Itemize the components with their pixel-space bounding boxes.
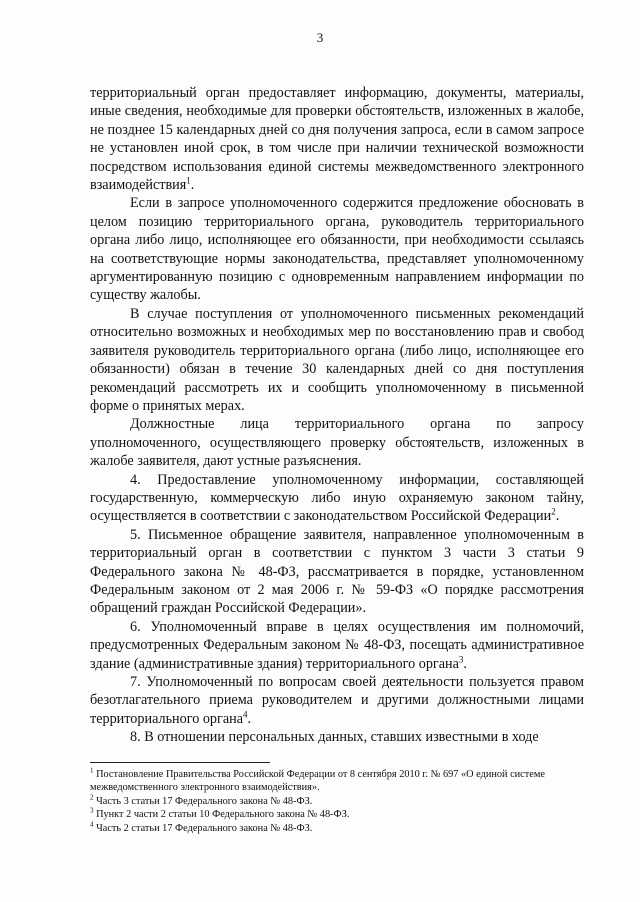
footnote-mark: 2 (90, 793, 94, 802)
footnote-ref: 1 (186, 175, 191, 186)
paragraph-end: . (247, 710, 252, 727)
page-number: 3 (316, 30, 324, 45)
footnote-text: Постановление Правительства Российской Федерации от 8 сентября 2010 г. № 697 «О единой системе межведомственного электронного взаимодействия». (90, 769, 545, 794)
paragraph-5 (90, 471, 584, 526)
paragraph-end: . (463, 655, 467, 672)
paragraph-9 (90, 728, 584, 746)
paragraph-text: 6. Уполномоченный вправе в целях осуществления им полномочий, предусмотренных Федеральным законом № 48-ФЗ, посещать административное здание (административные здания) территориального органа (90, 618, 584, 672)
paragraph-text: Должностные лица территориального органа по запросу уполномоченного, осуществляющего проверку обстоятельств, изложенных в жалобе заявителя, дают устные разъяснения. (90, 416, 584, 470)
footnote-1 (90, 768, 584, 795)
paragraph-text: 5. Письменное обращение заявителя, направленное уполномоченным в территориальный орган в соответствии с пунктом 3 части 3 статьи 9 Федерального закона № 48-ФЗ, рассматривается в порядке, установленном Федеральным законом от 2 мая 2006 г. № 59-ФЗ «О порядке рассмотрения обращений граждан Российской Федерации». (90, 526, 584, 617)
footnote-ref: 4 (243, 709, 248, 720)
paragraph-3 (90, 305, 584, 415)
footnote-divider (90, 762, 270, 763)
footnote-text: Часть 3 статьи 17 Федерального закона № 48-ФЗ. (93, 795, 313, 807)
paragraph-7 (90, 618, 584, 673)
paragraph-text: 8. В отношении персональных данных, ставших известными в ходе (130, 729, 539, 746)
footnote-mark: 4 (90, 820, 94, 829)
paragraph-6 (90, 526, 584, 618)
footnote-4 (90, 822, 584, 835)
footnote-text: Часть 2 статьи 17 Федерального закона № 48-ФЗ. (93, 822, 313, 834)
footnote-2 (90, 795, 584, 808)
body-text (90, 84, 584, 747)
footnote-3 (90, 808, 584, 821)
footnote-ref: 2 (551, 506, 556, 517)
paragraph-text: В случае поступления от уполномоченного письменных рекомендаций относительно возможных и необходимых мер по восстановлению прав и свобод заявителя руководитель территориального органа (либо лицо, исполняющее его обязанности) обязан в течение 30 календарных дней со дня поступления рекомендаций рассмотреть их и сообщить уполномоченному в письменной форме о принятых мерах. (90, 305, 584, 414)
paragraph-end: . (555, 508, 560, 525)
paragraph-end: . (190, 177, 195, 194)
footnote-mark: 1 (90, 766, 94, 775)
paragraph-1 (90, 84, 584, 194)
paragraph-text: 7. Уполномоченный по вопросам своей деятельности пользуется правом безотлагательного приема руководителем и другими должностными лицами территориального органа (90, 674, 584, 727)
footnote-mark: 3 (90, 806, 94, 815)
paragraph-text: 4. Предоставление уполномоченному информации, составляющей государственную, коммерческую либо иную охраняемую законом тайну, осуществляется в соответствии с законодательством Российской Федерации (90, 471, 584, 525)
paragraph-text: Если в запросе уполномоченного содержится предложение обосновать в целом позицию территориального органа, руководитель территориального органа либо лицо, исполняющее его обязанности, при необходимости ссылаясь на соответствующие нормы законодательства, представляет уполномоченному аргументированную позицию с одновременным направлением информации по существу жалобы. (90, 195, 584, 304)
footnotes (90, 768, 584, 835)
footnote-text: Пункт 2 части 2 статьи 10 Федерального закона № 48-ФЗ. (93, 809, 350, 821)
paragraph-text: территориальный орган предоставляет информацию, документы, материалы, иные сведения, необходимые для проверки обстоятельств, изложенных в жалобе, не позднее 15 календарных дней со дня получения запроса, если в самом запросе не установлен иной срок, в том числе при наличии технической возможности посредством использования единой системы межведомственного электронного взаимодействия (90, 85, 584, 194)
footnote-ref: 3 (458, 653, 464, 664)
paragraph-2 (90, 194, 584, 304)
paragraph-8 (90, 673, 584, 728)
paragraph-4 (90, 415, 584, 470)
